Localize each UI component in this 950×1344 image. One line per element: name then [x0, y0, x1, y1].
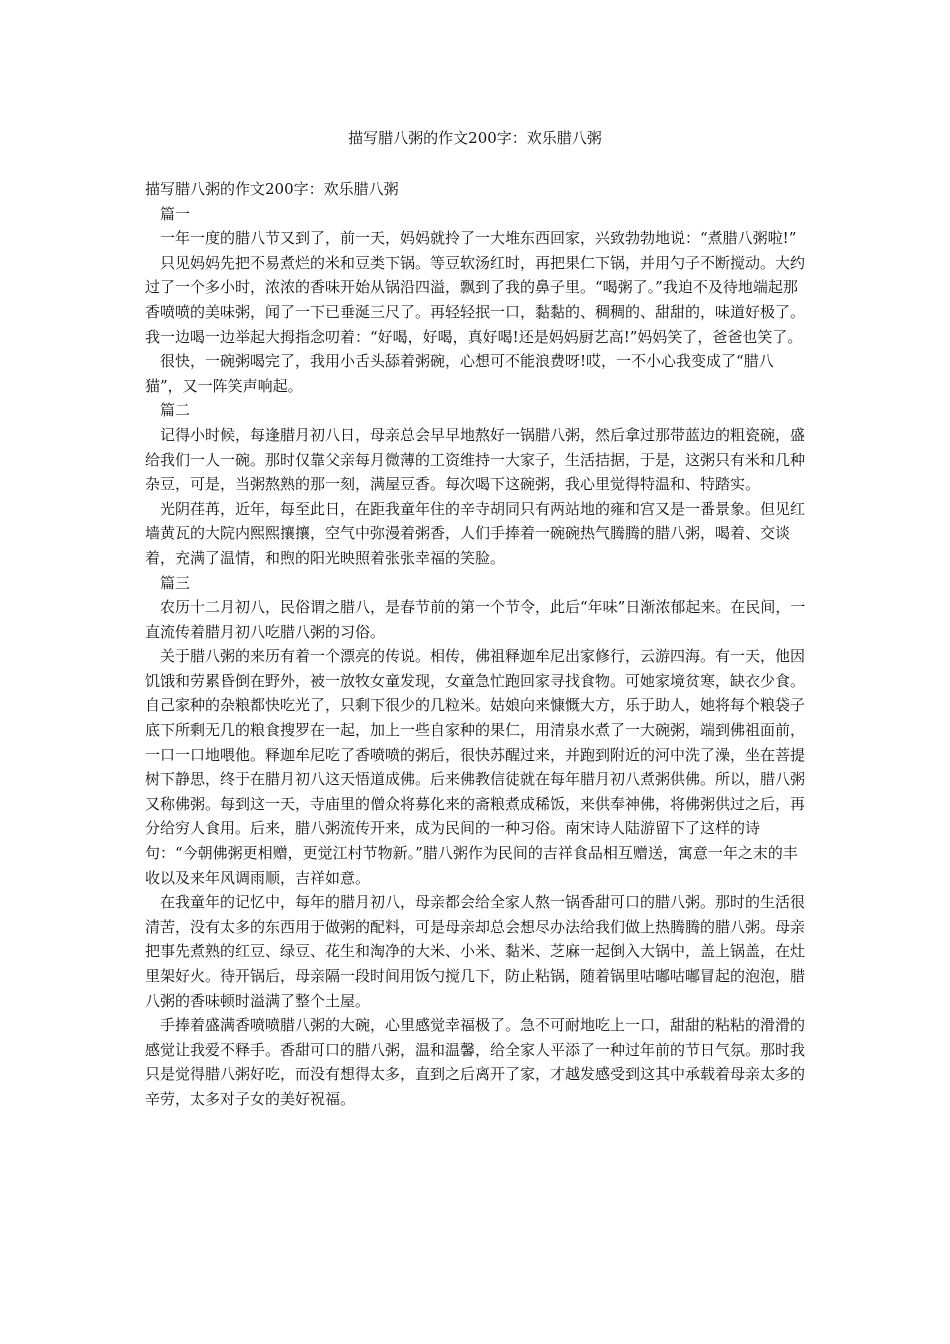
paragraph: 光阴荏苒，近年，每至此日，在距我童年住的辛寺胡同只有两站地的雍和宫又是一番景象。但见红墙黄瓦的大院内熙熙攘攘，空气中弥漫着粥香，人们手捧着一碗碗热气腾腾的腊八粥，喝着、交谈着，充满了温情，和煦的阳光映照着张张幸福的笑脸。	[145, 499, 806, 567]
paragraph: 在我童年的记忆中，每年的腊月初八，母亲都会给全家人熬一锅香甜可口的腊八粥。那时的生活很清苦，没有太多的东西用于做粥的配料，可是母亲却总会想尽办法给我们做上热腾腾的腊八粥。母亲把事先煮熟的红豆、绿豆、花生和淘净的大米、小米、黏米、芝麻一起倒入大锅中，盖上锅盖，在灶里架好火。待开锅后，母亲隔一段时间用饭勺搅几下，防止粘锅，随着锅里咕嘟咕嘟冒起的泡泡，腊八粥的香味顿时溢满了整个土屋。	[145, 893, 806, 1010]
document-subtitle: 描写腊八粥的作文200字：欢乐腊八粥	[145, 180, 399, 198]
document-title: 描写腊八粥的作文200字：欢乐腊八粥	[348, 129, 602, 147]
section-heading: 篇二	[160, 401, 191, 420]
paragraph: 只见妈妈先把不易煮烂的米和豆类下锅。等豆软汤红时，再把果仁下锅，并用勺子不断搅动。大约过了一个多小时，浓浓的香味开始从锅沿四溢，飘到了我的鼻子里。“喝粥了。”我迫不及待地端起那香喷喷的美味粥，闻了一下已垂涎三尺了。再轻轻抿一口，黏黏的、稠稠的、甜甜的，味道好极了。我一边喝一边举起大拇指念叨着：“好喝，好喝，真好喝!还是妈妈厨艺高!”妈妈笑了，爸爸也笑了。	[145, 253, 806, 346]
paragraph: 一年一度的腊八节又到了，前一天，妈妈就拎了一大堆东西回家，兴致勃勃地说：“煮腊八粥啦!”	[160, 229, 797, 248]
document-body	[145, 177, 807, 1112]
paragraph: 农历十二月初八，民俗谓之腊八，是春节前的第一个节令，此后“年味”日渐浓郁起来。在民间，一直流传着腊月初八吃腊八粥的习俗。	[145, 598, 806, 641]
section-heading: 篇三	[160, 573, 191, 592]
section-heading: 篇一	[160, 204, 191, 223]
paragraph: 很快，一碗粥喝完了，我用小舌头舔着粥碗，心想可不能浪费呀!哎，一不小心我变成了“腊八猫”，又一阵笑声响起。	[145, 352, 774, 395]
paragraph: 记得小时候，每逢腊月初八日，母亲总会早早地熬好一锅腊八粥，然后拿过那带蓝边的粗瓷碗，盛给我们一人一碗。那时仅靠父亲每月微薄的工资维持一大家子，生活拮据，于是，这粥只有米和几种杂豆，可是，当粥熬熟的那一刻，满屋豆香。每次喝下这碗粥，我心里觉得特温和、特踏实。	[145, 425, 806, 494]
paragraph: 手捧着盛满香喷喷腊八粥的大碗，心里感觉幸福极了。急不可耐地吃上一口，甜甜的粘粘的滑滑的感觉让我爱不释手。香甜可口的腊八粥，温和温馨，给全家人平添了一种过年前的节日气氛。那时我只是觉得腊八粥好吃，而没有想得太多，直到之后离开了家，才越发感受到这其中承载着母亲太多的辛劳，太多对子女的美好祝福。	[145, 1016, 806, 1108]
paragraph: 关于腊八粥的来历有着一个漂亮的传说。相传，佛祖释迦牟尼出家修行，云游四海。有一天，他因饥饿和劳累昏倒在野外，被一放牧女童发现，女童急忙跑回家寻找食物。可她家境贫寒，缺衣少食。自己家种的杂粮都快吃光了，只剩下很少的几粒米。姑娘向来慷慨大方，乐于助人，她将每个粮袋子底下所剩无几的粮食搜罗在一起，加上一些自家种的果仁，用清泉水煮了一大碗粥，端到佛祖面前，一口一口地喂他。释迦牟尼吃了香喷喷的粥后，很快苏醒过来，并跑到附近的河中洗了澡，坐在菩提树下静思，终于在腊月初八这天悟道成佛。后来佛教信徒就在每年腊月初八煮粥供佛。所以，腊八粥又称佛粥。每到这一天，寺庙里的僧众将募化来的斋粮煮成稀饭，来供奉神佛，将佛粥供过之后，再分给穷人食用。后来，腊八粥流传开来，成为民间的一种习俗。南宋诗人陆游留下了这样的诗句：“今朝佛粥更相赠，更觉江村节物新。”腊八粥作为民间的吉祥食品相互赠送，寓意一年之末的丰收以及来年风调雨顺，吉祥如意。	[145, 647, 806, 887]
